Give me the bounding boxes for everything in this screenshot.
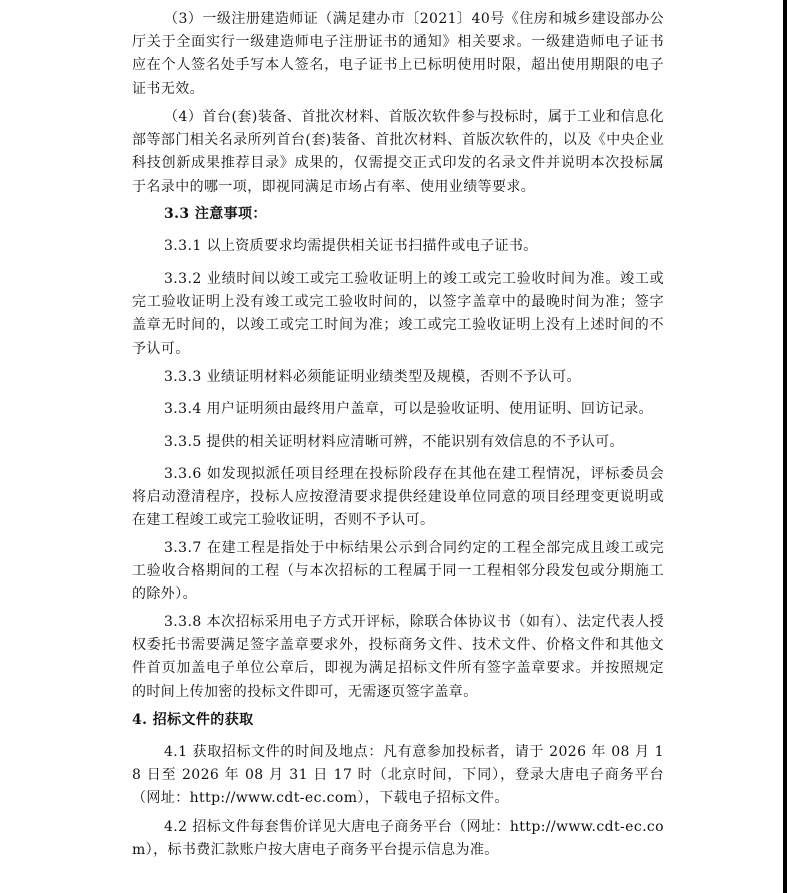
paragraph-3-3-3: 3.3.3 业绩证明材料必须能证明业绩类型及规模，否则不予认可。 <box>164 369 581 385</box>
paragraph-3-3-2: 3.3.2 业绩时间以竣工或完工验收证明上的竣工或完工验收时间为准。竣工或完工验收证明上没有竣工或完工验收时间的，以签字盖章中的最晚时间为准；签字盖章无时间的，以竣工或完工时间为准；竣工或完工验收证明上没有上述时间的不予认可。 <box>132 271 664 357</box>
paragraph-3-3-1: 3.3.1 以上资质要求均需提供相关证书扫描件或电子证书。 <box>164 238 538 254</box>
paragraph-4-1: 4.1 获取招标文件的时间及地点：凡有意参加投标者，请于 2026 年 08 月 18 日至 2026 年 08 月 31 日 17 时（北京时间，下同），登录大唐电子商务平台（网址：http://www.cdt-ec.com），下载电子招标文件。 <box>132 744 664 807</box>
paragraph-4-2: 4.2 招标文件每套售价详见大唐电子商务平台（网址：http://www.cdt-ec.com），标书费汇款账户按大唐电子商务平台提示信息为准。 <box>132 819 664 859</box>
page-edge-border <box>783 0 787 893</box>
paragraph-3-3-5: 3.3.5 提供的相关证明材料应清晰可辨，不能识别有效信息的不予认可。 <box>164 434 625 450</box>
paragraph-3-3-4: 3.3.4 用户证明须由最终用户盖章，可以是验收证明、使用证明、回访记录。 <box>164 401 653 417</box>
paragraph-constructor-certificate: （3）一级注册建造师证（满足建办市〔2021〕40号《住房和城乡建设部办公厅关于全面实行一级建造师电子注册证书的通知》相关要求。一级建造师电子证书应在个人签名处手写本人签名，电子证书上已标明使用时限，超出使用期限的电子证书无效。 <box>132 11 664 97</box>
heading-notes: 3.3 注意事项： <box>164 206 267 222</box>
heading-tender-document-acquisition: 4. 招标文件的获取 <box>132 712 254 728</box>
paragraph-3-3-6: 3.3.6 如发现拟派任项目经理在投标阶段存在其他在建工程情况，评标委员会将启动澄清程序，投标人应按澄清要求提供经建设单位同意的项目经理变更说明或在建工程竣工或完工验收证明，否则不予认可。 <box>132 466 664 529</box>
paragraph-3-3-8: 3.3.8 本次招标采用电子方式开评标，除联合体协议书（如有）、法定代表人授权委托书需要满足签字盖章要求外，投标商务文件、技术文件、价格文件和其他文件首页加盖电子单位公章后，即视为满足招标文件所有签字盖章要求。并按照规定的时间上传加密的投标文件即可，无需逐页签字盖章。 <box>132 614 664 700</box>
paragraph-first-set-equipment: （4）首台(套)装备、首批次材料、首版次软件参与投标时，属于工业和信息化部等部门相关名录所列首台(套)装备、首批次材料、首版次软件的，以及《中央企业科技创新成果推荐目录》成果的，仅需提交正式印发的名录文件并说明本次投标属于名录中的哪一项，即视同满足市场占有率、使用业绩等要求。 <box>132 109 664 195</box>
paragraph-3-3-7: 3.3.7 在建工程是指处于中标结果公示到合同约定的工程全部完成且竣工或完工验收合格期间的工程（与本次招标的工程属于同一工程相邻分段发包或分期施工的除外）。 <box>132 540 664 603</box>
